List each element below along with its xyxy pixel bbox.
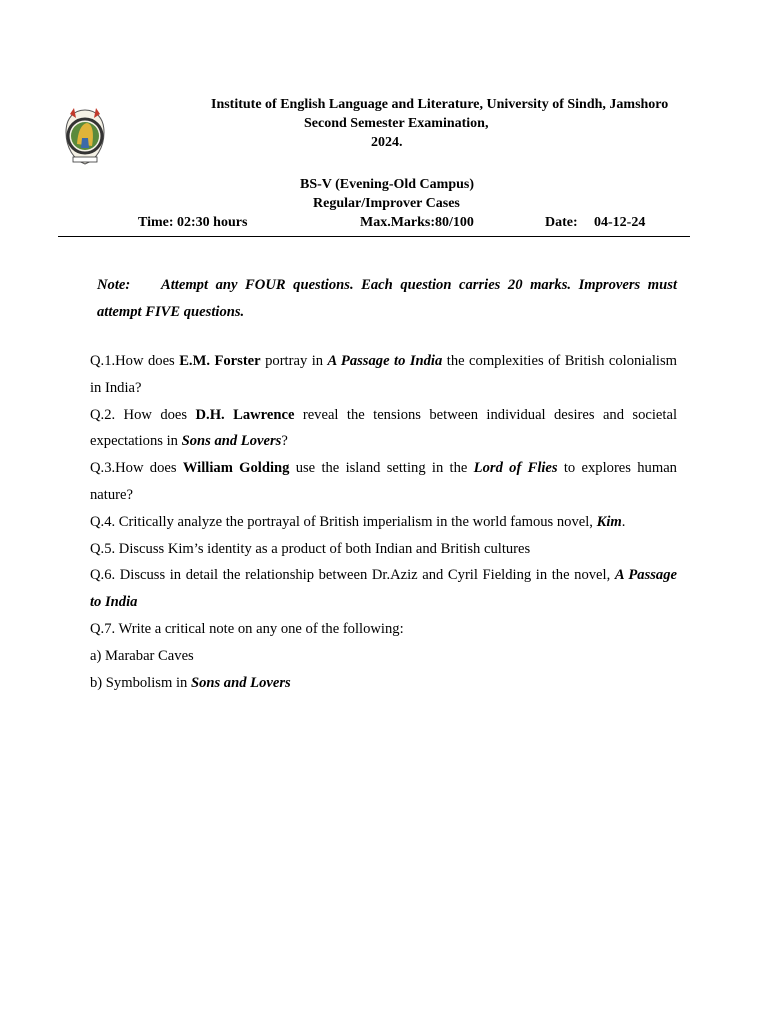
option-a: a) Marabar Caves <box>90 647 194 664</box>
program-name: BS-V (Evening-Old Campus) <box>300 177 475 192</box>
question-text: Q.2. How does <box>90 406 196 423</box>
option-b <box>90 670 677 697</box>
option-text: b) Symbolism in <box>90 674 191 691</box>
question-text: Q.6. Discuss in detail the relationship between Dr.Aziz and Cyril Fielding in the novel, <box>90 567 615 584</box>
question-text: Q.3.How does <box>90 460 183 477</box>
date-value: 04-12-24 <box>594 215 646 230</box>
novel-title: Kim <box>596 513 622 530</box>
question-6 <box>90 562 677 616</box>
exam-title: Second Semester Examination, <box>304 116 489 131</box>
novel-title: A Passage to India <box>90 567 677 611</box>
author-name: D.H. Lawrence <box>195 406 295 423</box>
novel-title: Lord of Flies <box>473 460 558 477</box>
institute-name: Institute of English Language and Literature, University of Sindh, Jamshoro <box>211 97 669 112</box>
question-7: Q.7. Write a critical note on any one of the following: <box>90 620 404 637</box>
instructions-note <box>97 272 677 326</box>
author-name: E.M. Forster <box>179 353 261 369</box>
note-label: Note: <box>97 277 131 293</box>
question-text: to explores human nature? <box>90 460 677 503</box>
exam-time: Time: 02:30 hours <box>138 215 248 230</box>
exam-year: 2024. <box>371 135 403 150</box>
note-text: Attempt any FOUR questions. Each question carries 20 marks. Improvers must attempt FIVE questions. <box>97 277 677 320</box>
question-3 <box>90 455 677 509</box>
max-marks: Max.Marks:80/100 <box>360 215 474 230</box>
question-1 <box>90 348 677 402</box>
question-text: use the island setting in the <box>289 460 474 477</box>
cases-label: Regular/Improver Cases <box>313 196 460 211</box>
novel-title: A Passage to India <box>327 353 443 369</box>
question-5: Q.5. Discuss Kim’s identity as a product of both Indian and British cultures <box>90 540 531 557</box>
question-4 <box>90 509 677 536</box>
date-label: Date: <box>545 215 578 230</box>
question-2 <box>90 402 677 456</box>
question-text: ? <box>281 433 288 450</box>
university-crest-icon <box>60 104 110 168</box>
question-text: Q.4. Critically analyze the portrayal of British imperialism in the world famous novel, <box>90 513 597 530</box>
question-list <box>90 348 677 696</box>
question-text: portray in <box>260 353 328 369</box>
question-text: the complexities of British colonialism in India? <box>90 353 677 396</box>
author-name: William Golding <box>182 460 290 477</box>
question-text: reveal the tensions between individual desires and societal expectations in <box>90 406 677 450</box>
novel-title: Sons and Lovers <box>181 433 282 450</box>
header-divider <box>58 236 690 237</box>
question-text: Q.1.How does <box>90 353 180 369</box>
novel-title: Sons and Lovers <box>190 674 291 691</box>
question-text: . <box>621 513 626 530</box>
